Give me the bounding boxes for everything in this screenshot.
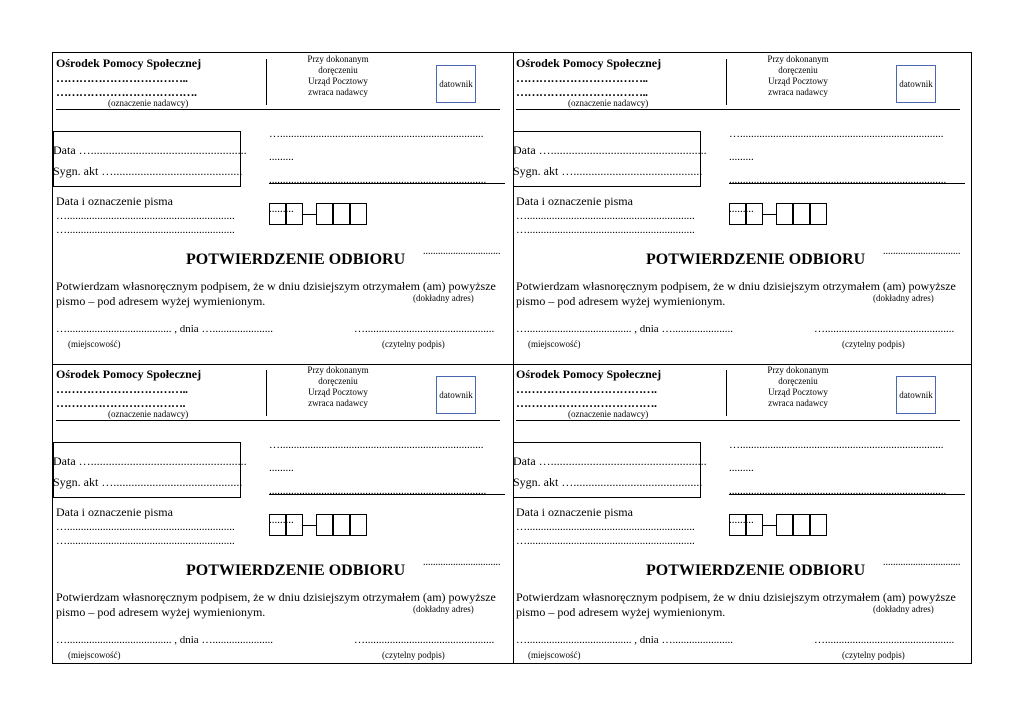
receipt-card-4 [513,364,973,675]
letter-dots-line-2: …............................................................. [516,535,695,547]
postmark-stamp-box [436,65,476,103]
place-date-line: …...................................... , dnia …...................... [56,323,273,335]
recipient-address-line: ......... [729,514,754,526]
post-note-line: doręczeniu [318,65,358,75]
receipt-title: POTWIERDZENIE ODBIORU [646,251,866,268]
postal-code-cell [333,514,350,536]
case-reference-line: Sygn. akt …........................................... [53,164,243,178]
date-reference-box [53,442,241,498]
letter-dots-line-1: …............................................................. [56,521,235,533]
confirmation-text-line-2: pismo – pod adresem wyżej wymienionym. [516,294,726,308]
header-divider [726,59,727,105]
postal-code-dash [763,525,776,526]
recipient-address-line: ......... [729,462,754,474]
address-caption: (dokładny adres) [413,604,474,614]
postal-code-cell [350,203,367,225]
post-note-line: zwraca nadawcy [308,87,368,97]
header-rule [516,109,960,110]
letter-dots-line-1: …............................................................. [56,210,235,222]
postal-code-cell [286,203,303,225]
postal-code-boxes [729,203,831,227]
place-caption: (miejscowość) [528,650,581,660]
postal-code-cell [729,203,746,225]
date-line: Data ….................................................... [513,454,707,468]
address-caption: (dokładny adres) [873,293,934,303]
place-date-line: …...................................... , dnia …...................... [516,634,733,646]
receipt-card-1 [53,53,513,364]
recipient-address-line: ......... [269,514,294,526]
recipient-address-line: ............................................................................... [729,485,947,497]
title-dots: ............................... [423,557,501,568]
post-note-line: zwraca nadawcy [308,398,368,408]
postal-code-cell [746,514,763,536]
place-caption: (miejscowość) [68,650,121,660]
header-rule [56,420,500,421]
sender-caption: (oznaczenie nadawcy) [108,409,189,419]
receipt-title: POTWIERDZENIE ODBIORU [186,562,406,579]
place-date-line: …...................................... , dnia …...................... [56,634,273,646]
receipt-sheet [52,52,972,664]
letter-date-label: Data i oznaczenie pisma [516,194,633,208]
header-rule [56,109,500,110]
confirmation-text-line-1: Potwierdzam własnoręcznym podpisem, że w dniu dzisiejszym otrzymałem (am) powyższe [516,279,956,293]
header-rule [516,420,960,421]
sender-name: Ośrodek Pomocy Społecznej [516,56,662,70]
post-note-line: Przy dokonanym [307,54,369,64]
confirmation-text-line-2: pismo – pod adresem wyżej wymienionym. [56,605,266,619]
date-line: Data ….................................................... [53,143,247,157]
letter-date-label: Data i oznaczenie pisma [516,505,633,519]
confirmation-text-line-2: pismo – pod adresem wyżej wymienionym. [56,294,266,308]
postal-code-dash [303,525,316,526]
sender-dots-line-1: …………………………….. [56,382,188,396]
letter-dots-line-1: …............................................................. [516,521,695,533]
postmark-stamp-box [896,376,936,414]
post-note-line: zwraca nadawcy [768,87,828,97]
recipient-address-line: ............................................................................... [269,174,487,186]
sender-dots-line-1: ………………………………. [516,382,657,396]
postal-code-cell [333,203,350,225]
recipient-address-line: ......... [729,203,754,215]
signature-caption: (czytelny podpis) [842,650,905,660]
date-reference-box [513,442,701,498]
signature-line: …............................................... [354,634,495,646]
confirmation-text-line-1: Potwierdzam własnoręcznym podpisem, że w dniu dzisiejszym otrzymałem (am) powyższe [56,279,496,293]
post-office-note [278,365,398,409]
postal-code-cell [286,514,303,536]
recipient-address-line: ............................................................................... [269,485,487,497]
address-caption: (dokładny adres) [413,293,474,303]
post-note-line: zwraca nadawcy [768,398,828,408]
post-office-note [738,365,858,409]
signature-caption: (czytelny podpis) [382,339,445,349]
place-caption: (miejscowość) [68,339,121,349]
sender-name: Ośrodek Pomocy Społecznej [56,56,202,70]
receipt-card-2 [513,53,973,364]
post-note-line: Urząd Pocztowy [308,76,368,86]
letter-date-label: Data i oznaczenie pisma [56,505,173,519]
sender-caption: (oznaczenie nadawcy) [108,98,189,108]
postmark-stamp-box [896,65,936,103]
sender-dots-line-2: ………………………………. [56,85,197,99]
sender-dots-line-2: ………………………………. [516,396,657,410]
sender-name: Ośrodek Pomocy Społecznej [516,367,662,381]
recipient-address-line: ......... [269,151,294,163]
postal-code-cell [729,514,746,536]
header-divider [266,370,267,416]
sender-dots-line-1: …………………………….. [516,71,648,85]
signature-caption: (czytelny podpis) [842,339,905,349]
postal-code-cell [316,514,333,536]
sender-caption: (oznaczenie nadawcy) [568,409,649,419]
header-divider [726,370,727,416]
postal-code-cell [746,203,763,225]
place-caption: (miejscowość) [528,339,581,349]
title-dots: ............................... [883,557,961,568]
post-note-line: Urząd Pocztowy [768,387,828,397]
sender-dots-line-2: …………………………….. [516,85,648,99]
recipient-address-line: ......... [729,151,754,163]
post-note-line: Przy dokonanym [307,365,369,375]
sender-dots-line-1: …………………………….. [56,71,188,85]
post-office-note [278,54,398,98]
postal-code-cell [810,514,827,536]
post-note-line: doręczeniu [778,376,818,386]
postal-code-boxes [269,514,371,538]
recipient-address-line: ......... [269,462,294,474]
place-date-line: …...................................... , dnia …...................... [516,323,733,335]
sender-caption: (oznaczenie nadawcy) [568,98,649,108]
post-note-line: doręczeniu [318,376,358,386]
stamp-label: datownik [899,390,933,400]
signature-line: …............................................... [354,323,495,335]
recipient-address-line: ….......................................................................... [729,128,944,140]
recipient-address-line: ….......................................................................... [729,439,944,451]
letter-dots-line-1: …............................................................. [516,210,695,222]
sender-name: Ośrodek Pomocy Społecznej [56,367,202,381]
postal-code-dash [763,214,776,215]
signature-line: …............................................... [814,323,955,335]
stamp-label: datownik [439,390,473,400]
postmark-stamp-box [436,376,476,414]
confirmation-text-line-1: Potwierdzam własnoręcznym podpisem, że w dniu dzisiejszym otrzymałem (am) powyższe [56,590,496,604]
postal-code-cell [776,203,793,225]
address-rule [729,183,965,184]
case-reference-line: Sygn. akt …........................................... [513,475,703,489]
letter-dots-line-2: …............................................................. [56,535,235,547]
receipt-card-3 [53,364,513,675]
date-reference-box [513,131,701,187]
postal-code-cell [776,514,793,536]
postal-code-cell [269,203,286,225]
recipient-address-line: ............................................................................... [729,174,947,186]
letter-dots-line-2: …............................................................. [516,224,695,236]
signature-caption: (czytelny podpis) [382,650,445,660]
stamp-label: datownik [439,79,473,89]
recipient-address-line: ….......................................................................... [269,128,484,140]
date-line: Data ….................................................... [53,454,247,468]
letter-date-label: Data i oznaczenie pisma [56,194,173,208]
postal-code-cell [793,203,810,225]
case-reference-line: Sygn. akt …........................................... [53,475,243,489]
header-divider [266,59,267,105]
date-reference-box [53,131,241,187]
recipient-address-line: ......... [269,203,294,215]
address-rule [729,494,965,495]
post-note-line: Przy dokonanym [767,54,829,64]
post-note-line: doręczeniu [778,65,818,75]
signature-line: …............................................... [814,634,955,646]
stamp-label: datownik [899,79,933,89]
date-line: Data ….................................................... [513,143,707,157]
postal-code-boxes [729,514,831,538]
address-caption: (dokładny adres) [873,604,934,614]
sender-dots-line-2: ……………………………. [56,396,185,410]
address-rule [269,494,505,495]
receipt-title: POTWIERDZENIE ODBIORU [186,251,406,268]
receipt-title: POTWIERDZENIE ODBIORU [646,562,866,579]
title-dots: ............................... [423,246,501,257]
confirmation-text-line-1: Potwierdzam własnoręcznym podpisem, że w dniu dzisiejszym otrzymałem (am) powyższe [516,590,956,604]
case-reference-line: Sygn. akt …........................................... [513,164,703,178]
postal-code-cell [316,203,333,225]
recipient-address-line: ….......................................................................... [269,439,484,451]
letter-dots-line-2: …............................................................. [56,224,235,236]
postal-code-boxes [269,203,371,227]
confirmation-text-line-2: pismo – pod adresem wyżej wymienionym. [516,605,726,619]
post-note-line: Urząd Pocztowy [308,387,368,397]
title-dots: ............................... [883,246,961,257]
post-note-line: Przy dokonanym [767,365,829,375]
postal-code-cell [350,514,367,536]
post-office-note [738,54,858,98]
postal-code-dash [303,214,316,215]
postal-code-cell [269,514,286,536]
post-note-line: Urząd Pocztowy [768,76,828,86]
postal-code-cell [793,514,810,536]
address-rule [269,183,505,184]
postal-code-cell [810,203,827,225]
